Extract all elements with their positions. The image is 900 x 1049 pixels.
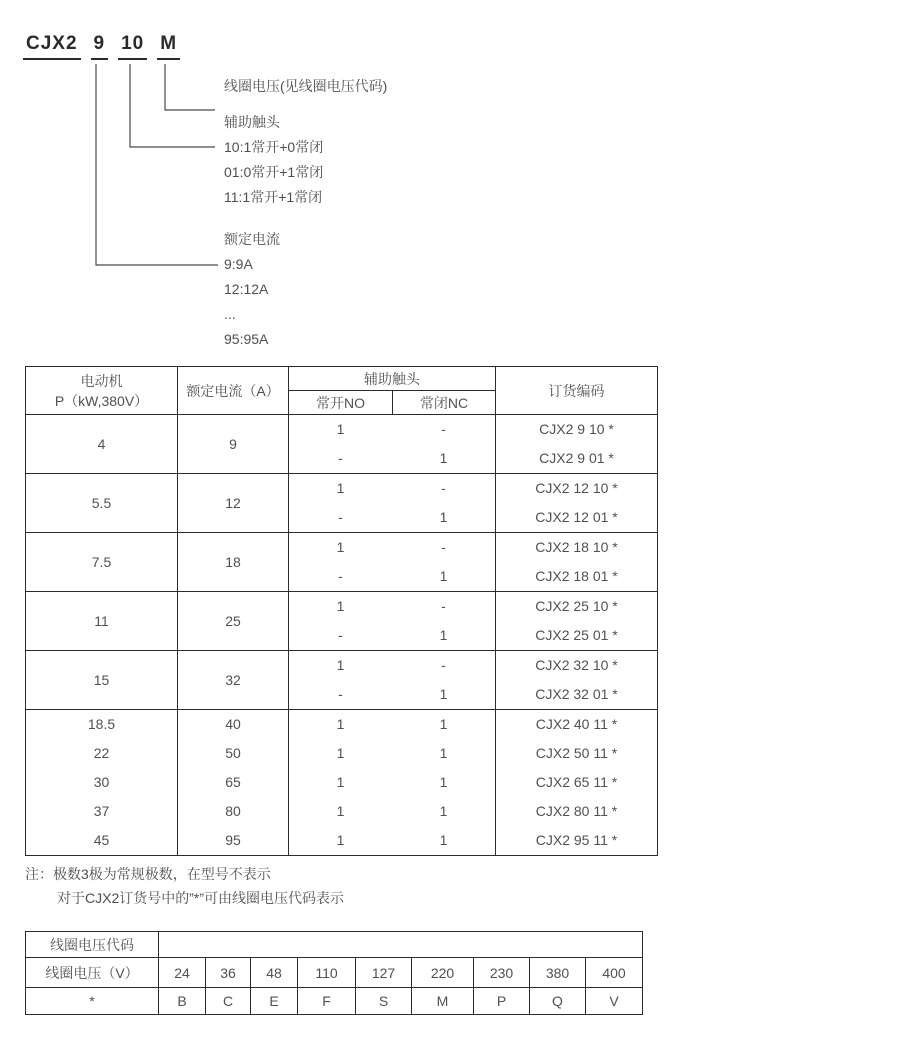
- cell-codes: [496, 592, 658, 651]
- order-code: CJX2 18 10 *: [535, 539, 618, 555]
- cell-nc: 1: [439, 745, 448, 761]
- voltage-value: 24: [159, 958, 206, 988]
- cell-no: 1: [336, 598, 345, 614]
- voltage-code: B: [159, 988, 206, 1015]
- selection-table: [25, 366, 658, 856]
- cell-current: 32: [178, 651, 289, 710]
- cell-current: 18: [178, 533, 289, 592]
- cell-no: 1: [336, 832, 345, 848]
- rated-current-option-9: 9:9A: [224, 256, 253, 272]
- cell-current: 50: [225, 745, 241, 761]
- order-code: CJX2 32 10 *: [535, 657, 618, 673]
- order-code: CJX2 50 11 *: [535, 745, 618, 761]
- cell-aux: [289, 415, 496, 474]
- table-row-group-32a: [26, 651, 658, 710]
- cell-current: 12: [178, 474, 289, 533]
- cell-power: 7.5: [26, 533, 178, 592]
- aux-contacts-title: 辅助触头: [224, 114, 280, 130]
- model-segment-current: 9: [91, 33, 109, 60]
- header-motor: [26, 367, 178, 415]
- voltage-code: E: [251, 988, 298, 1015]
- cell-no: 1: [336, 745, 345, 761]
- cell-no: -: [338, 686, 343, 702]
- header-nc: 常闭NC: [393, 391, 496, 415]
- cell-nc: -: [441, 421, 446, 437]
- voltage-code: M: [412, 988, 474, 1015]
- cell-aux: [289, 651, 496, 710]
- cell-current: 95: [225, 832, 241, 848]
- voltage-row-label: 线圈电压（V）: [26, 958, 159, 988]
- cell-power: 30: [93, 774, 110, 790]
- cell-power: 45: [93, 832, 110, 848]
- voltage-value: 110: [298, 958, 356, 988]
- voltage-code: S: [356, 988, 412, 1015]
- cell-codes: [496, 710, 658, 856]
- rated-current-title: 额定电流: [224, 231, 280, 247]
- cell-nc: 1: [439, 716, 448, 732]
- cell-codes: [496, 651, 658, 710]
- order-code: CJX2 12 01 *: [535, 509, 618, 525]
- cell-nc: 1: [439, 686, 448, 702]
- cell-power: 18.5: [87, 716, 116, 732]
- voltage-code: P: [474, 988, 530, 1015]
- cell-codes: [496, 415, 658, 474]
- cell-no: -: [338, 627, 343, 643]
- order-code: CJX2 9 01 *: [539, 450, 614, 466]
- cell-nc: 1: [439, 832, 448, 848]
- voltage-code: F: [298, 988, 356, 1015]
- cell-no: 1: [336, 539, 345, 555]
- aux-option-01: 01:0常开+1常闭: [224, 164, 324, 180]
- voltage-code: C: [206, 988, 251, 1015]
- cell-current: 80: [225, 803, 241, 819]
- model-segment-series: CJX2: [23, 33, 81, 60]
- cell-current: 65: [225, 774, 241, 790]
- cell-nc: -: [441, 480, 446, 496]
- cell-power: 5.5: [26, 474, 178, 533]
- cell-power: 4: [26, 415, 178, 474]
- cell-powers: [26, 710, 178, 856]
- voltage-code: V: [586, 988, 643, 1015]
- cell-aux: [289, 710, 496, 856]
- voltage-value: 380: [530, 958, 586, 988]
- order-code: CJX2 18 01 *: [535, 568, 618, 584]
- cell-current: 25: [178, 592, 289, 651]
- header-aux-contacts: 辅助触头: [289, 367, 496, 391]
- cell-nc: 1: [439, 450, 448, 466]
- order-code: CJX2 80 11 *: [535, 803, 618, 819]
- cell-no: -: [338, 509, 343, 525]
- order-code: CJX2 95 11 *: [535, 832, 618, 848]
- cell-nc: 1: [439, 627, 448, 643]
- voltage-value: 400: [586, 958, 643, 988]
- cell-currents: [178, 710, 289, 856]
- breakdown-connector-lines: [0, 0, 260, 290]
- aux-option-10: 10:1常开+0常闭: [224, 139, 324, 155]
- model-segment-voltage: M: [157, 33, 180, 60]
- aux-option-11: 11:1常开+1常闭: [224, 189, 323, 205]
- order-code: CJX2 65 11 *: [535, 774, 618, 790]
- order-code: CJX2 32 01 *: [535, 686, 618, 702]
- header-rated-current: 额定电流（A）: [178, 367, 289, 415]
- order-code: CJX2 25 10 *: [535, 598, 618, 614]
- voltage-value: 220: [412, 958, 474, 988]
- order-code: CJX2 40 11 *: [535, 716, 618, 732]
- table-row-group-25a: [26, 592, 658, 651]
- cell-power: 11: [26, 592, 178, 651]
- table-row-group-40-95a: [26, 710, 658, 856]
- voltage-value: 36: [206, 958, 251, 988]
- cell-nc: -: [441, 539, 446, 555]
- cell-nc: 1: [439, 509, 448, 525]
- cell-codes: [496, 533, 658, 592]
- voltage-code: Q: [530, 988, 586, 1015]
- cell-nc: 1: [439, 568, 448, 584]
- cell-no: -: [338, 568, 343, 584]
- cell-current: 9: [178, 415, 289, 474]
- cell-current: 40: [225, 716, 241, 732]
- footnote-line2: 对于CJX2订货号中的”*”可由线圈电压代码表示: [57, 890, 345, 906]
- voltage-table-header-spacer: [159, 932, 643, 958]
- cell-nc: -: [441, 598, 446, 614]
- voltage-value: 230: [474, 958, 530, 988]
- rated-current-option-12: 12:12A: [224, 281, 269, 297]
- footnote: [25, 862, 344, 910]
- coil-voltage-label: 线圈电压(见线圈电压代码): [224, 78, 388, 94]
- code-row-label: *: [26, 988, 159, 1015]
- cell-no: -: [338, 450, 343, 466]
- model-segment-aux: 10: [118, 33, 147, 60]
- table-row-group-9a: [26, 415, 658, 474]
- cell-power: 37: [93, 803, 110, 819]
- cell-aux: [289, 474, 496, 533]
- voltage-value: 127: [356, 958, 412, 988]
- header-order-code: 订货编码: [496, 367, 658, 415]
- rated-current-ellipsis: ...: [224, 306, 236, 322]
- voltage-table-title: 线圈电压代码: [26, 932, 159, 958]
- voltage-value: 48: [251, 958, 298, 988]
- cell-no: 1: [336, 657, 345, 673]
- rated-current-option-95: 95:95A: [224, 331, 269, 347]
- cell-no: 1: [336, 774, 345, 790]
- footnote-line1: 注：极数3极为常规极数，在型号不表示: [25, 866, 271, 882]
- cell-no: 1: [336, 803, 345, 819]
- cell-power: 22: [93, 745, 110, 761]
- cell-aux: [289, 592, 496, 651]
- cell-no: 1: [336, 421, 345, 437]
- cell-no: 1: [336, 716, 345, 732]
- header-motor-line1: 电动机: [80, 372, 123, 389]
- header-motor-line2: P（kW,380V）: [54, 392, 149, 409]
- cell-codes: [496, 474, 658, 533]
- order-code: CJX2 12 10 *: [535, 480, 618, 496]
- cell-nc: 1: [439, 774, 448, 790]
- cell-no: 1: [336, 480, 345, 496]
- table-row-group-18a: [26, 533, 658, 592]
- table-row-group-12a: [26, 474, 658, 533]
- cell-aux: [289, 533, 496, 592]
- order-code: CJX2 9 10 *: [539, 421, 614, 437]
- cell-nc: 1: [439, 803, 448, 819]
- header-no: 常开NO: [289, 391, 393, 415]
- cell-nc: -: [441, 657, 446, 673]
- coil-voltage-code-table: [25, 931, 643, 1015]
- order-code: CJX2 25 01 *: [535, 627, 618, 643]
- cell-power: 15: [26, 651, 178, 710]
